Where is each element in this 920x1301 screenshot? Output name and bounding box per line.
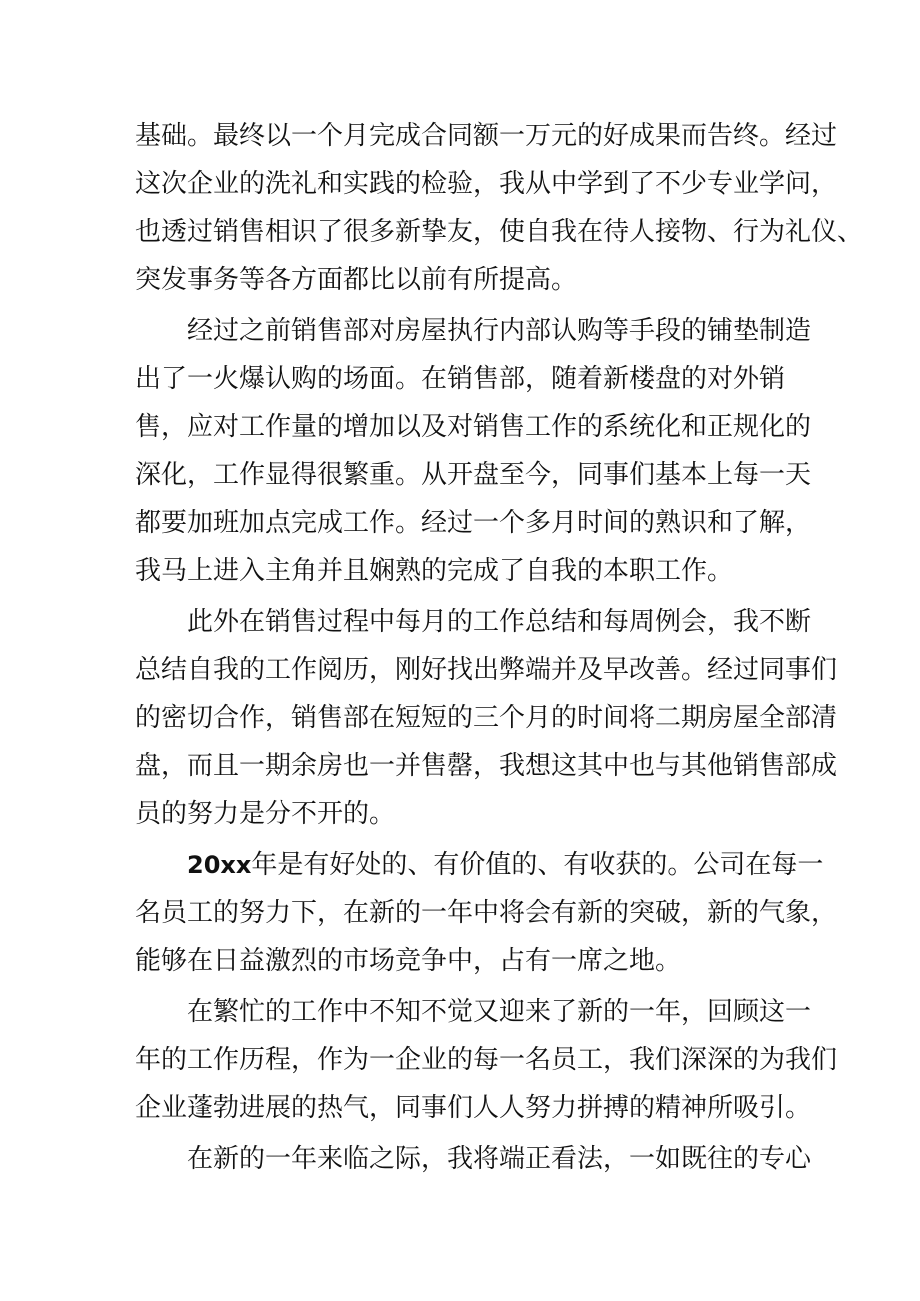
paragraph-1 — [135, 112, 864, 304]
text-line: 员的努力是分不开的。 — [135, 799, 396, 829]
text-line: 在新的一年来临之际，我将端正看法，一如既往的专心 — [187, 1144, 812, 1174]
paragraph-2 — [135, 307, 812, 595]
paragraph-6 — [135, 1135, 812, 1183]
text-line: 经过之前销售部对房屋执行内部认购等手段的铺垫制造 — [187, 316, 812, 346]
text-line: 这次企业的洗礼和实践的检验，我从中学到了不少专业学问， — [135, 169, 838, 199]
text-fragment: 年是有好处的、有价值的、有收获的。公司在每一 — [251, 850, 824, 880]
text-line: 的密切合作，销售部在短短的三个月的时间将二期房屋全部清 — [135, 703, 838, 733]
text-line: 也透过销售相识了很多新挚友，使自我在待人接物、行为礼仪、 — [135, 217, 864, 247]
text-line: 突发事务等各方面都比以前有所提高。 — [135, 265, 578, 295]
document-body — [135, 112, 864, 1186]
text-line: 售，应对工作量的增加以及对销售工作的系统化和正规化的 — [135, 412, 812, 442]
text-line: 此外在销售过程中每月的工作总结和每周例会，我不断 — [187, 607, 812, 637]
text-line: 在繁忙的工作中不知不觉又迎来了新的一年，回顾这一 — [187, 997, 812, 1027]
paragraph-4 — [135, 841, 838, 985]
text-line: 基础。最终以一个月完成合同额一万元的好成果而告终。经过 — [135, 121, 838, 151]
text-line: 总结自我的工作阅历，刚好找出弊端并及早改善。经过同事们 — [135, 655, 838, 685]
text-line: 都要加班加点完成工作。经过一个多月时间的熟识和了解， — [135, 508, 812, 538]
year-label: 20xx — [187, 851, 252, 879]
text-line: 我马上进入主角并且娴熟的完成了自我的本职工作。 — [135, 556, 734, 586]
text-line — [135, 841, 824, 889]
paragraph-5 — [135, 988, 838, 1132]
text-line: 企业蓬勃进展的热气，同事们人人努力拼搏的精神所吸引。 — [135, 1093, 812, 1123]
text-line: 能够在日益激烈的市场竞争中，占有一席之地。 — [135, 946, 682, 976]
text-line: 盘，而且一期余房也一并售罄，我想这其中也与其他销售部成 — [135, 751, 838, 781]
paragraph-3 — [135, 598, 838, 838]
text-line: 深化，工作显得很繁重。从开盘至今，同事们基本上每一天 — [135, 460, 812, 490]
text-line: 出了一火爆认购的场面。在销售部，随着新楼盘的对外销 — [135, 364, 786, 394]
text-line: 年的工作历程，作为一企业的每一名员工，我们深深的为我们 — [135, 1045, 838, 1075]
text-line: 名员工的努力下，在新的一年中将会有新的突破，新的气象， — [135, 898, 838, 928]
